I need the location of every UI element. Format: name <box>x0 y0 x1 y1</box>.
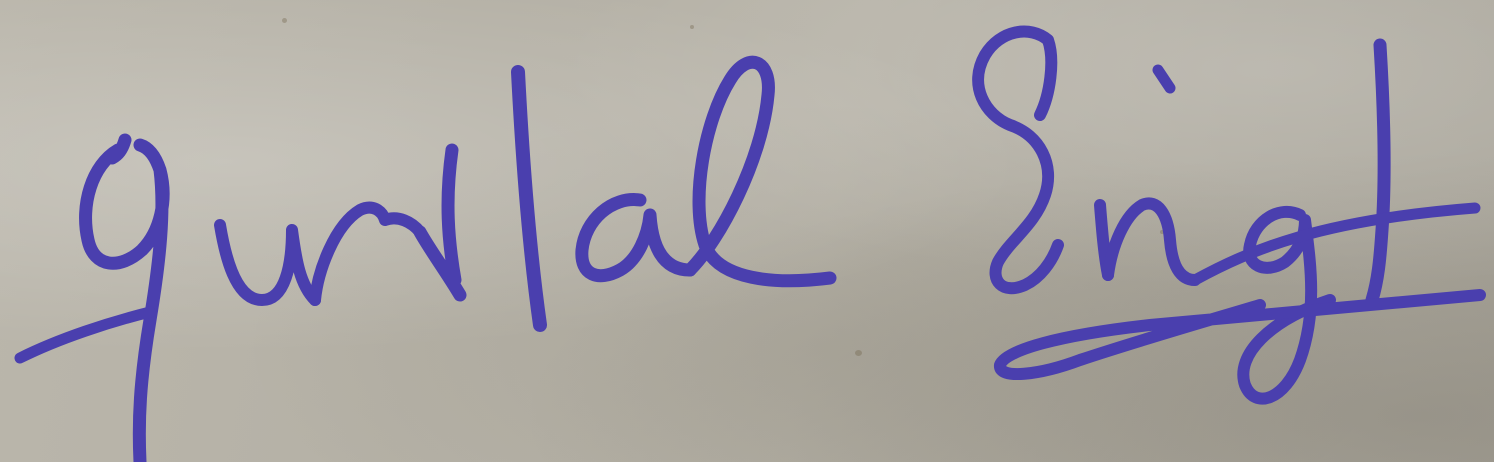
letter-r-stroke <box>315 208 420 300</box>
letter-g-tail <box>20 312 150 358</box>
letter-u-stroke <box>220 225 315 300</box>
signature-ink <box>20 32 1480 462</box>
letter-g-stroke <box>86 140 164 462</box>
letter-a-stroke <box>582 200 690 276</box>
letter-s-stroke <box>978 32 1058 289</box>
letter-i-dot <box>1158 70 1170 88</box>
letter-l-loop-stroke <box>690 62 830 280</box>
letter-l-tall-stroke <box>518 72 540 325</box>
letter-n-stroke <box>1108 203 1195 280</box>
crossbar-stroke <box>1195 208 1475 280</box>
letter-l-stroke <box>420 150 460 295</box>
letter-h-stroke <box>1372 45 1384 300</box>
